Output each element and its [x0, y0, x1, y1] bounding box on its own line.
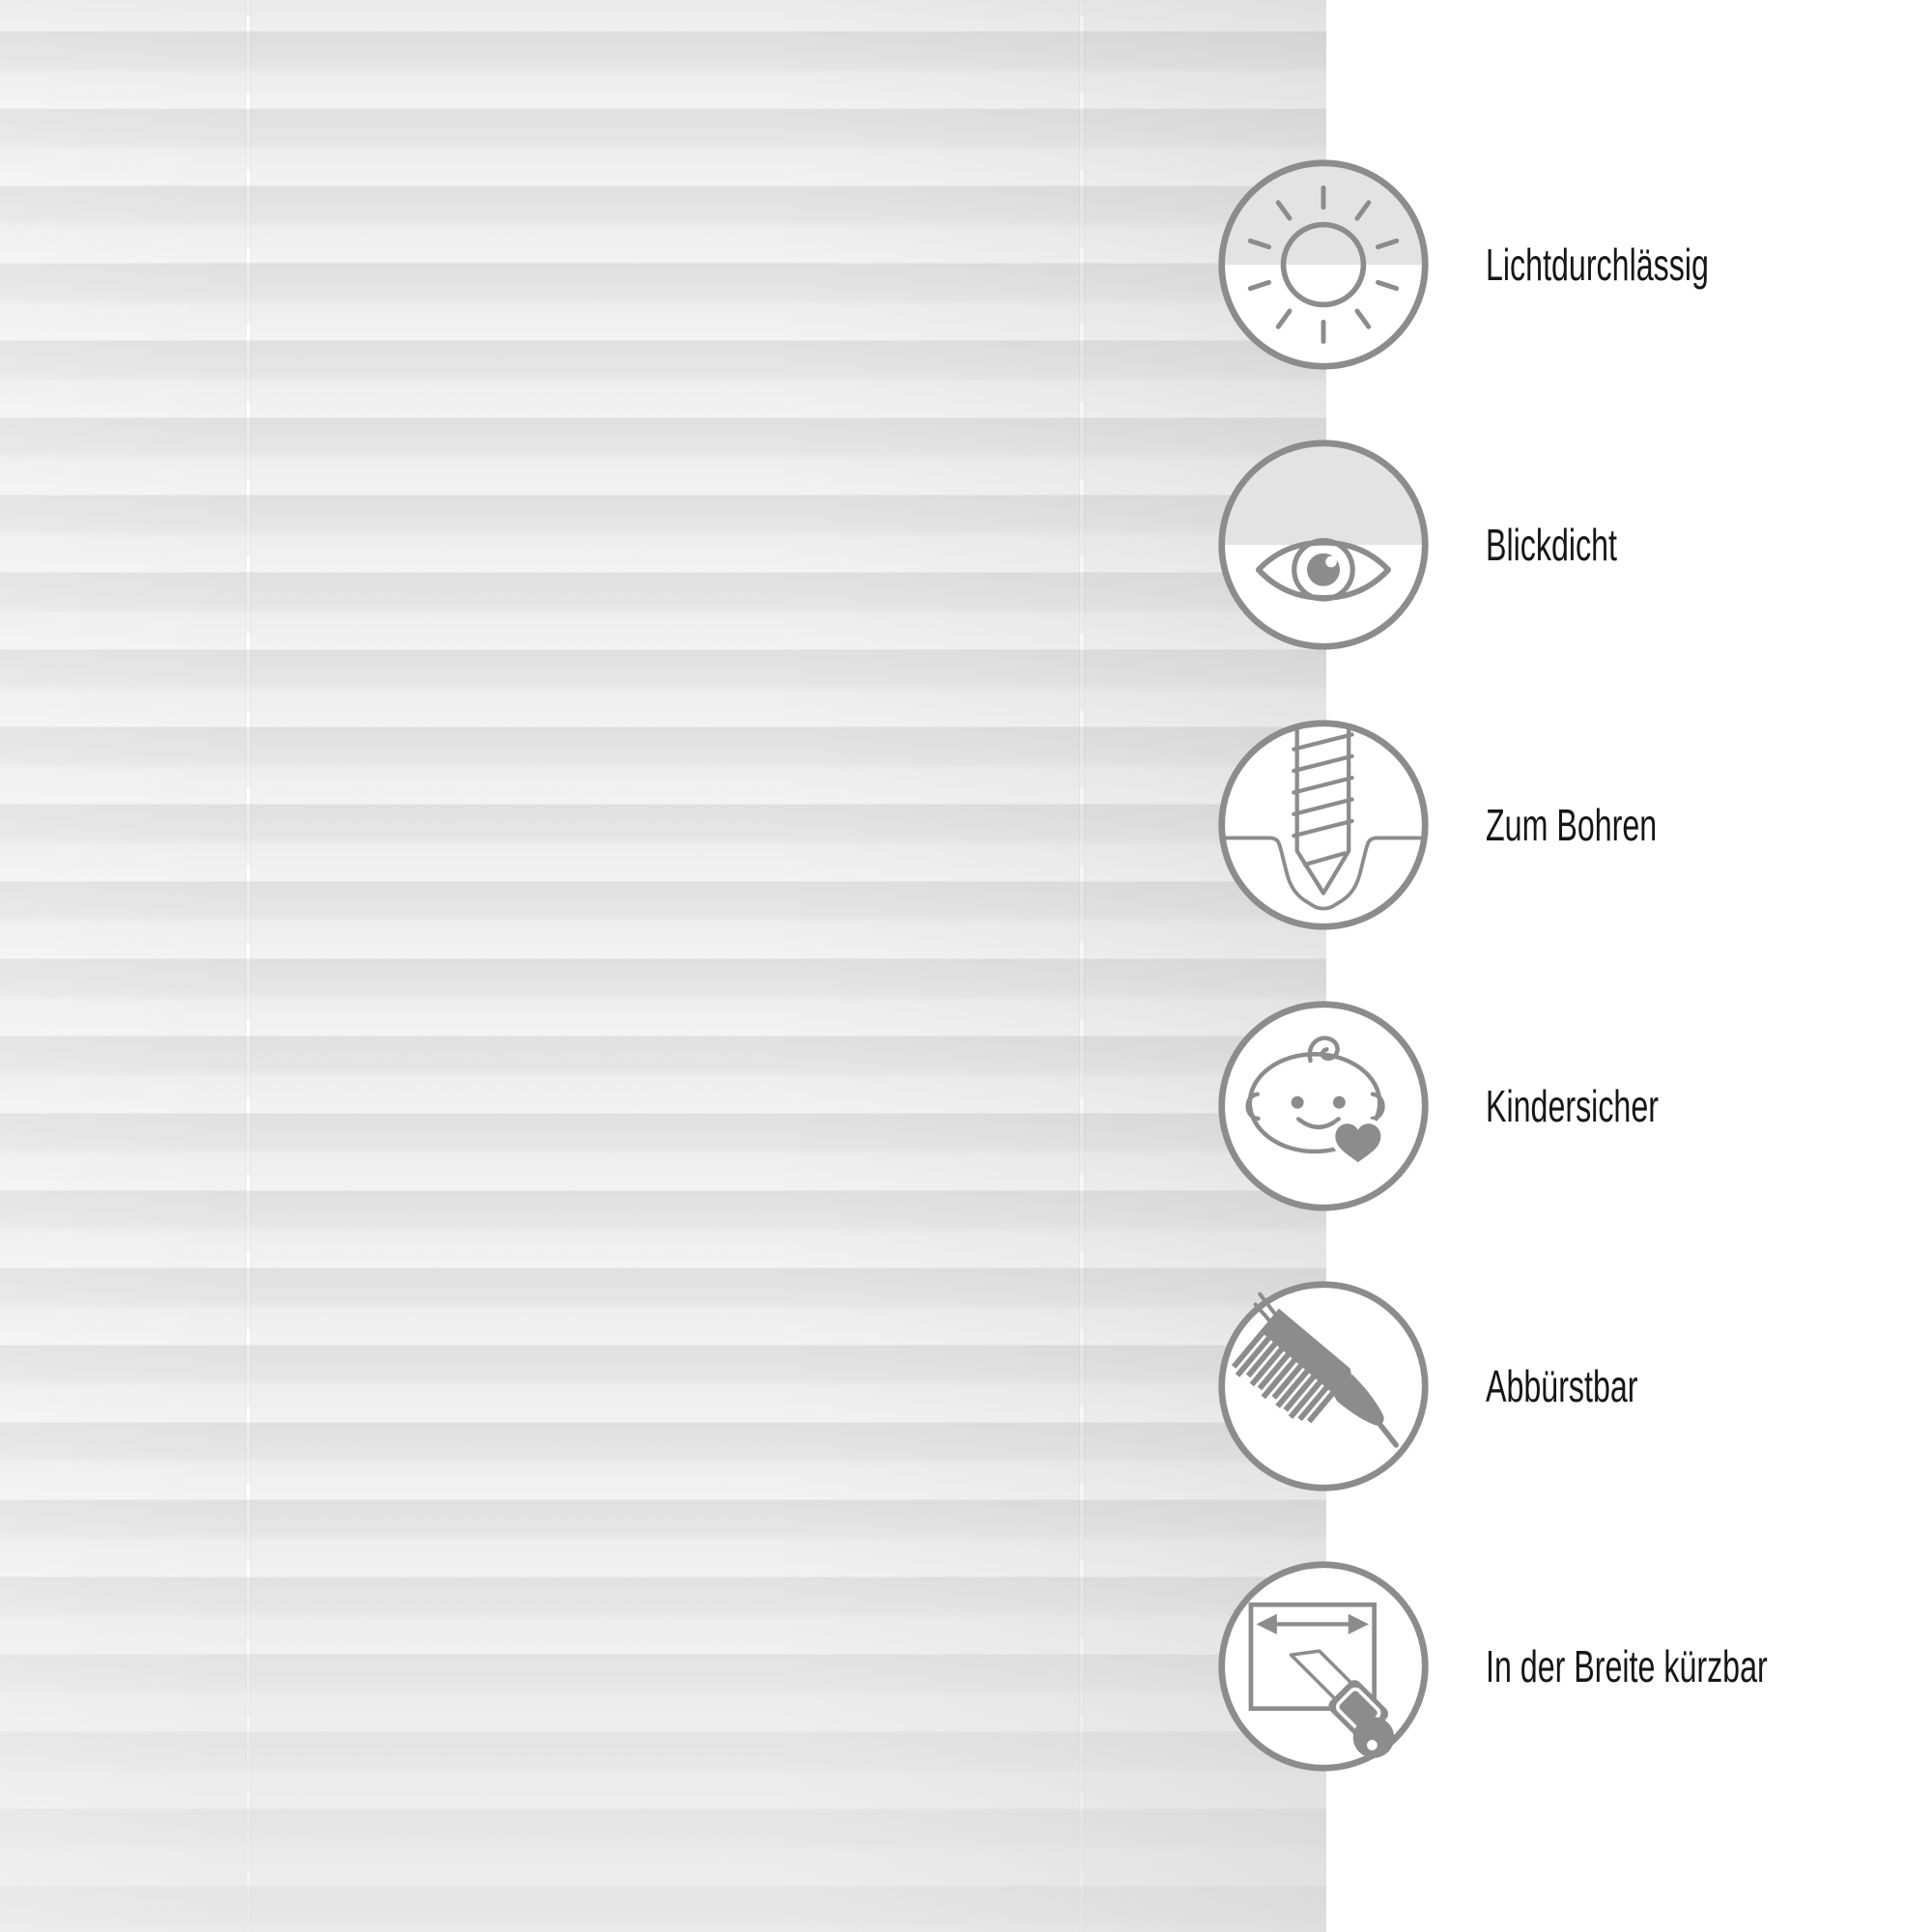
cutter-icon — [1215, 1558, 1432, 1775]
feature-label: Lichtdurchlässig — [1486, 240, 1709, 290]
feature-row-lichtdurchlaessig — [1215, 156, 1804, 373]
sun-icon — [1215, 156, 1432, 373]
feature-row-abbuerstbar — [1215, 1278, 1703, 1494]
feature-label: Abbürstbar — [1486, 1361, 1638, 1411]
feature-row-zum-bohren — [1215, 717, 1730, 933]
feature-label: Kindersicher — [1486, 1081, 1659, 1131]
feature-row-kindersicher — [1215, 998, 1733, 1214]
feature-label: Zum Bohren — [1486, 800, 1658, 850]
feature-row-breite-kuerzbar — [1215, 1558, 1889, 1775]
feature-row-blickdicht — [1215, 437, 1673, 653]
eye-icon — [1215, 437, 1432, 653]
brush-icon — [1215, 1278, 1432, 1494]
feature-label: In der Breite kürzbar — [1486, 1641, 1768, 1691]
feature-label: Blickdicht — [1486, 520, 1618, 570]
screw-icon — [1215, 717, 1432, 933]
baby-icon — [1215, 998, 1432, 1214]
